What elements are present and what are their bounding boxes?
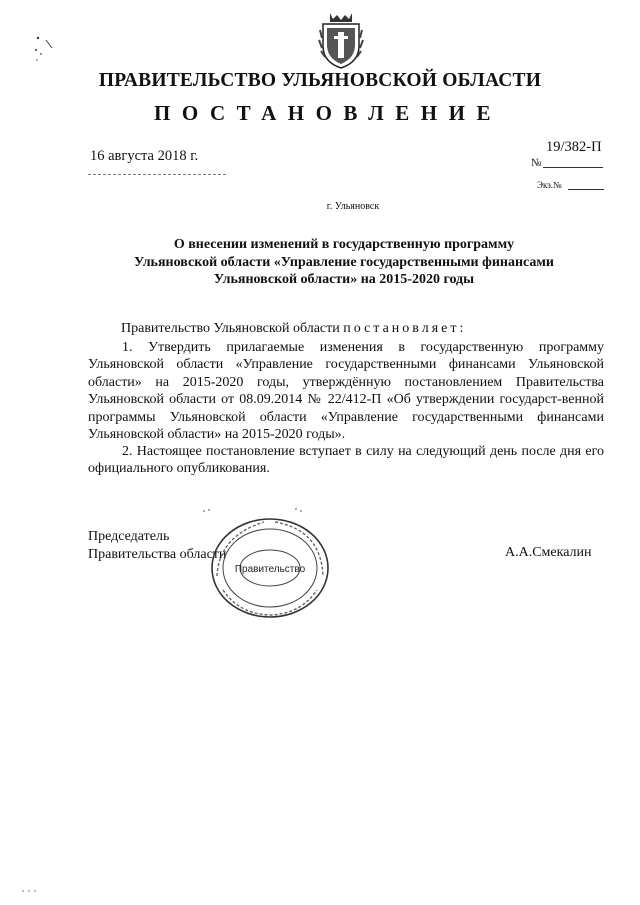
copy-number-label: Экз.№ <box>537 180 562 190</box>
copy-number-underline <box>568 189 604 190</box>
scan-marks <box>28 30 58 70</box>
signatory-title <box>88 528 226 563</box>
date-underline <box>88 174 226 175</box>
subject-line: Ульяновской области» на 2015-2020 годы <box>213 272 475 287</box>
organization-title: ПРАВИТЕЛЬСТВО УЛЬЯНОВСКОЙ ОБЛАСТИ <box>98 70 542 91</box>
preamble-text: Правительство Ульяновской области <box>121 321 340 336</box>
document-date: 16 августа 2018 г. <box>90 148 199 164</box>
subject-line: Ульяновской области «Управление государственными финансами <box>134 254 554 270</box>
paragraph-2: 2. Настоящее постановление вступает в силу на следующий день после дня его официального опубликования. <box>88 444 604 477</box>
ulyanovsk-coat-of-arms-icon <box>318 10 364 70</box>
scan-marks <box>200 505 320 515</box>
city: г. Ульяновск <box>326 201 380 212</box>
preamble-spaced-text: постановляет: <box>343 321 467 336</box>
number-underline <box>543 167 603 168</box>
paragraph-1: 1. Утвердить прилагаемые изменения в государственную программу Ульяновской области «Управление государственными финансами Ульяновской области» на 2015-2020 годы, утверждённую постановлением Правительства Ульяновской области от 08.09.2014 № 22/412-П «Об утверждении государст-венной программы Ульяновской области «Управление государственными финансами Ульяновской области» на 2015-2020 годы». <box>88 340 604 443</box>
signatory-title-line: Правительства области <box>88 546 227 562</box>
signatory-title-line: Председатель <box>88 529 170 544</box>
number-label: № <box>531 157 542 169</box>
preamble <box>121 321 466 337</box>
stamp-text: Правительство <box>234 564 306 575</box>
scan-marks <box>20 888 50 894</box>
document-number: 19/382-П <box>546 139 602 155</box>
subject-line: О внесении изменений в государственную программу <box>173 237 515 252</box>
document-subject <box>100 236 588 289</box>
signatory-name: А.А.Смекалин <box>505 545 592 560</box>
official-seal-stamp <box>209 516 331 620</box>
document-type: ПОСТАНОВЛЕНИЕ <box>154 101 502 125</box>
